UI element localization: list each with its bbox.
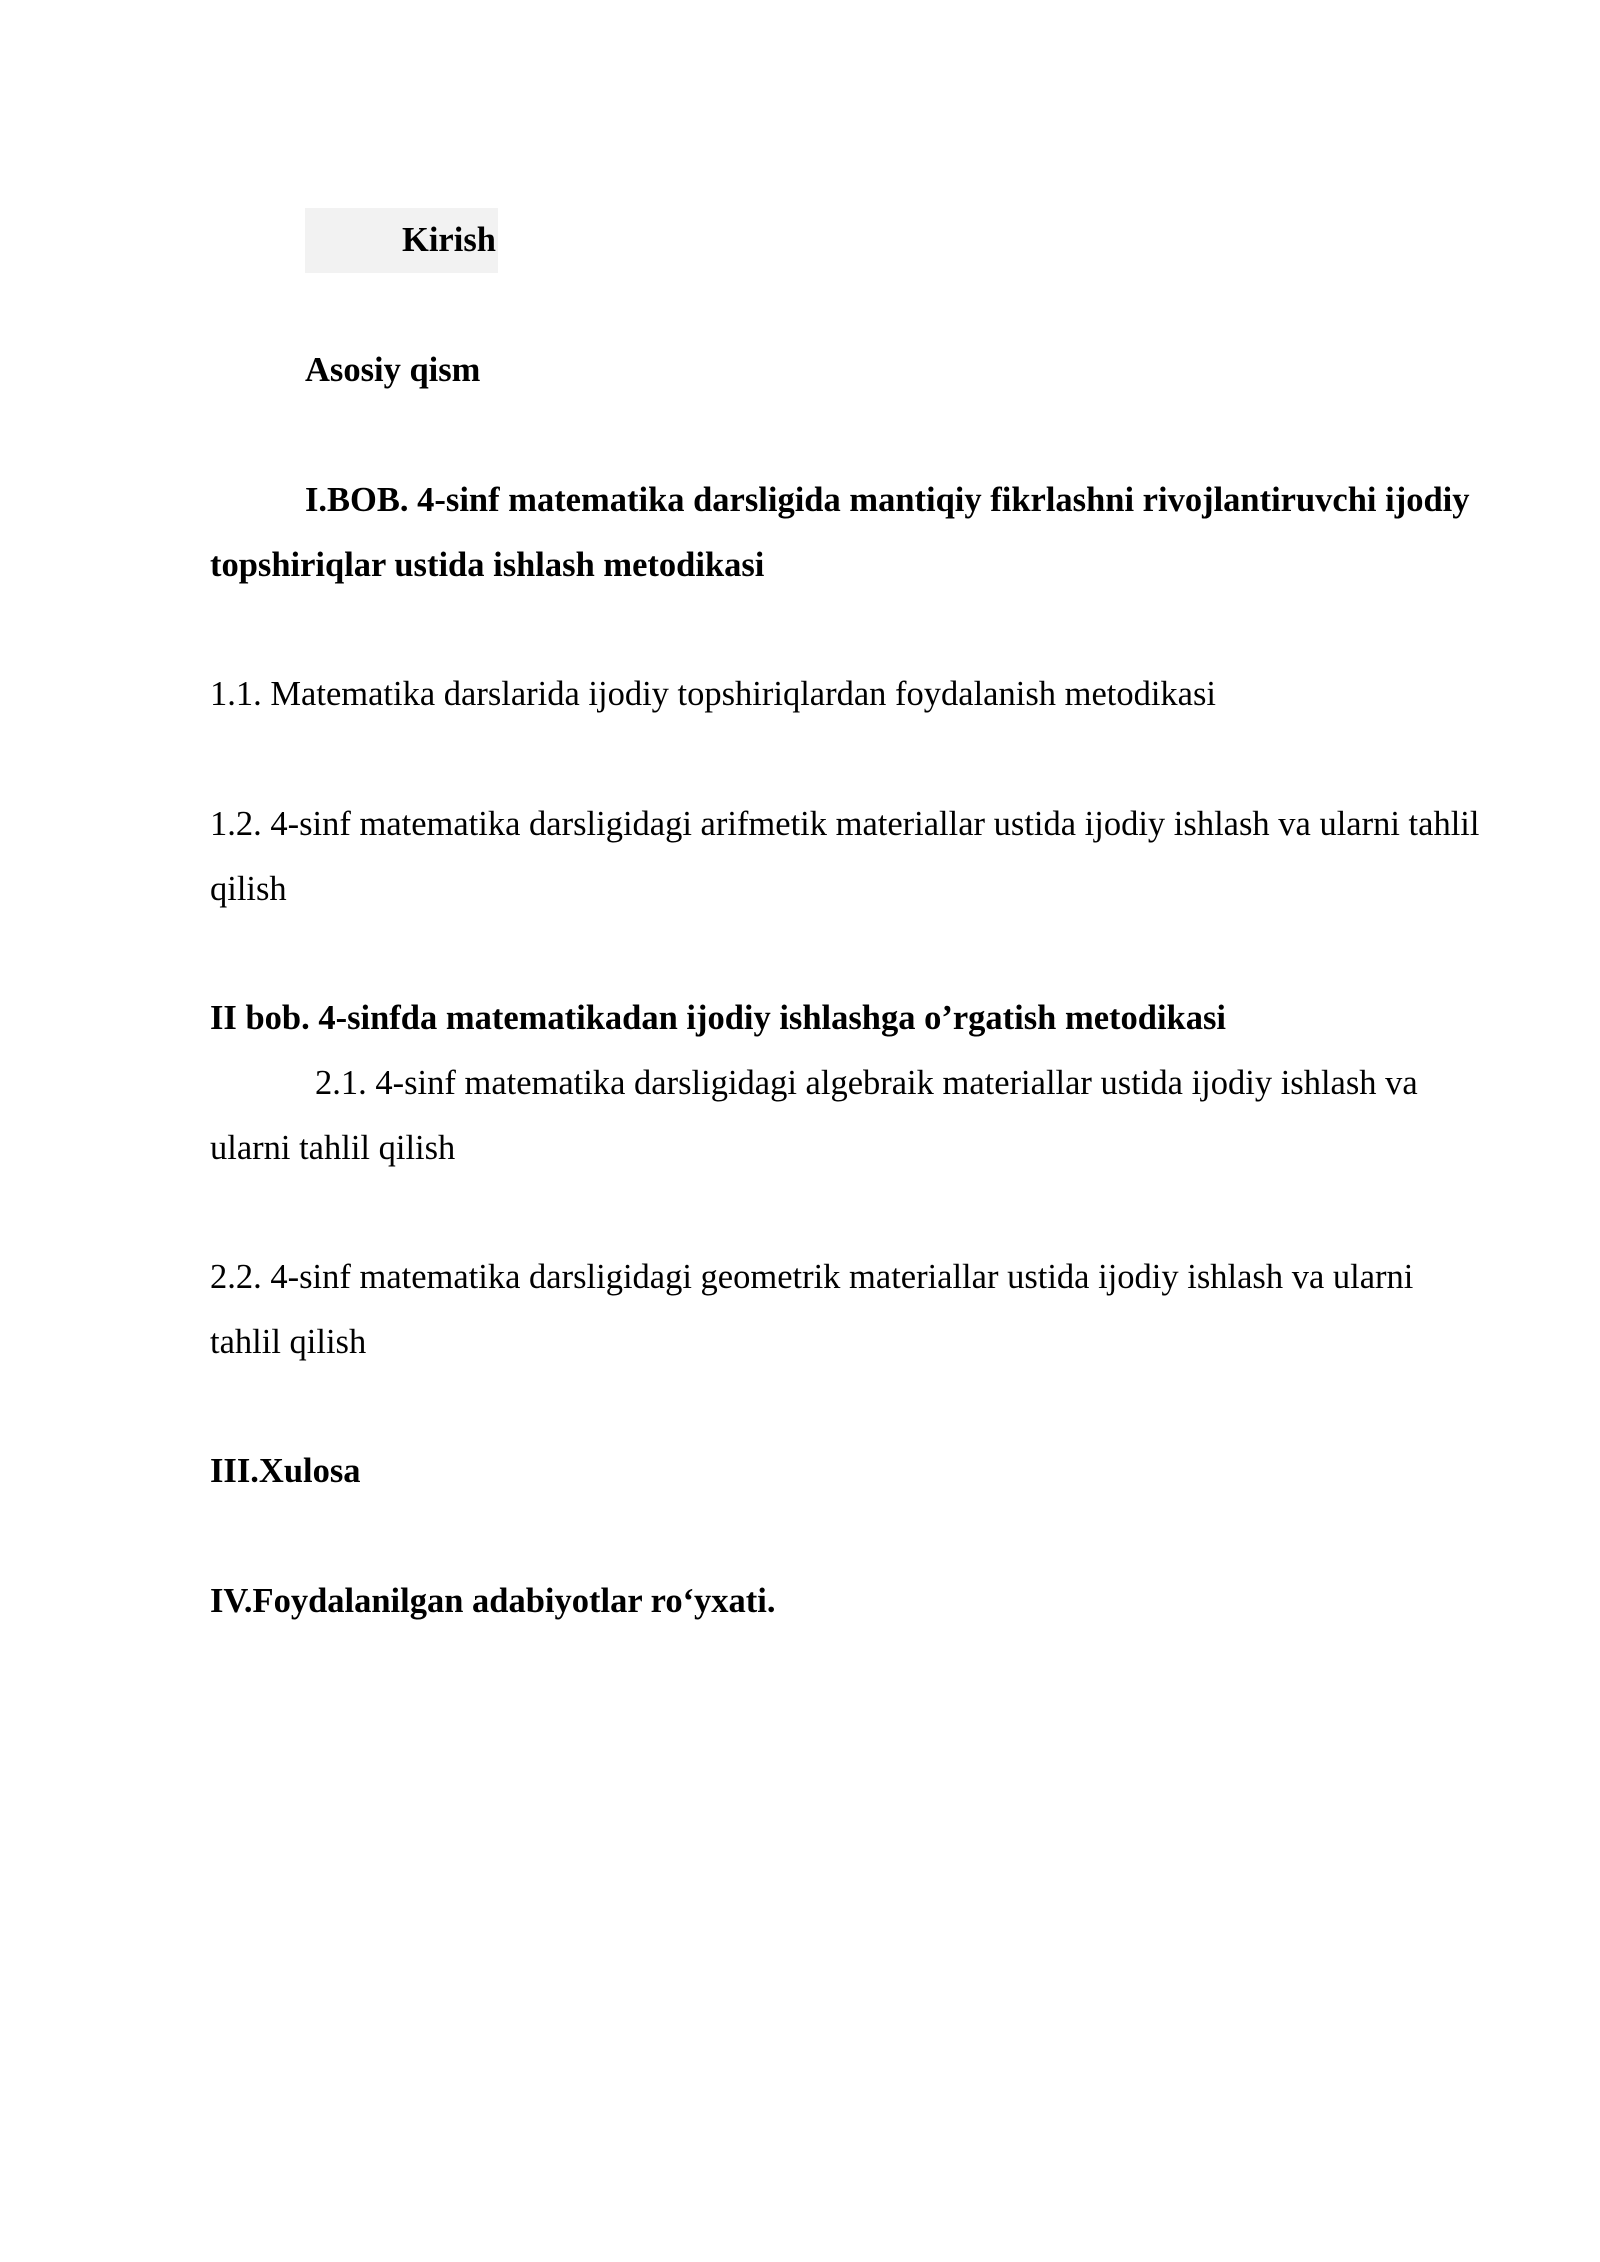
toc-entry-conclusion: III.Xulosa: [210, 1452, 361, 1490]
toc-introduction-label: Kirish: [305, 208, 498, 273]
toc-entry-section-2-1: 2.1. 4-sinf matematika darsligidagi algebraik materiallar ustida ijodiy ishlash va ularni tahlil qilish: [210, 1064, 1418, 1167]
toc-entry-chapter-1: I.BOB. 4-sinf matematika darsligida mantiqiy fikrlashni rivojlantiruvchi ijodiy topshiriqlar ustida ishlash metodikasi: [210, 481, 1470, 584]
toc-entry-section-2-2: 2.2. 4-sinf matematika darsligidagi geometrik materiallar ustida ijodiy ishlash va ularni tahlil qilish: [210, 1258, 1414, 1361]
toc-entry-introduction: [210, 208, 1490, 273]
toc-entry-references: IV.Foydalanilgan adabiyotlar ro‘yxati.: [210, 1582, 776, 1620]
toc-entry-chapter-2: II bob. 4-sinfda matematikadan ijodiy ishlashga o’rgatish metodikasi: [210, 999, 1226, 1037]
toc-entry-section-1-1: 1.1. Matematika darslarida ijodiy topshiriqlardan foydalanish metodikasi: [210, 675, 1217, 713]
toc-entry-section-1-2: 1.2. 4-sinf matematika darsligidagi arifmetik materiallar ustida ijodiy ishlash va ularni tahlil qilish: [210, 805, 1480, 908]
toc-entry-main-part: Asosiy qism: [305, 351, 481, 389]
